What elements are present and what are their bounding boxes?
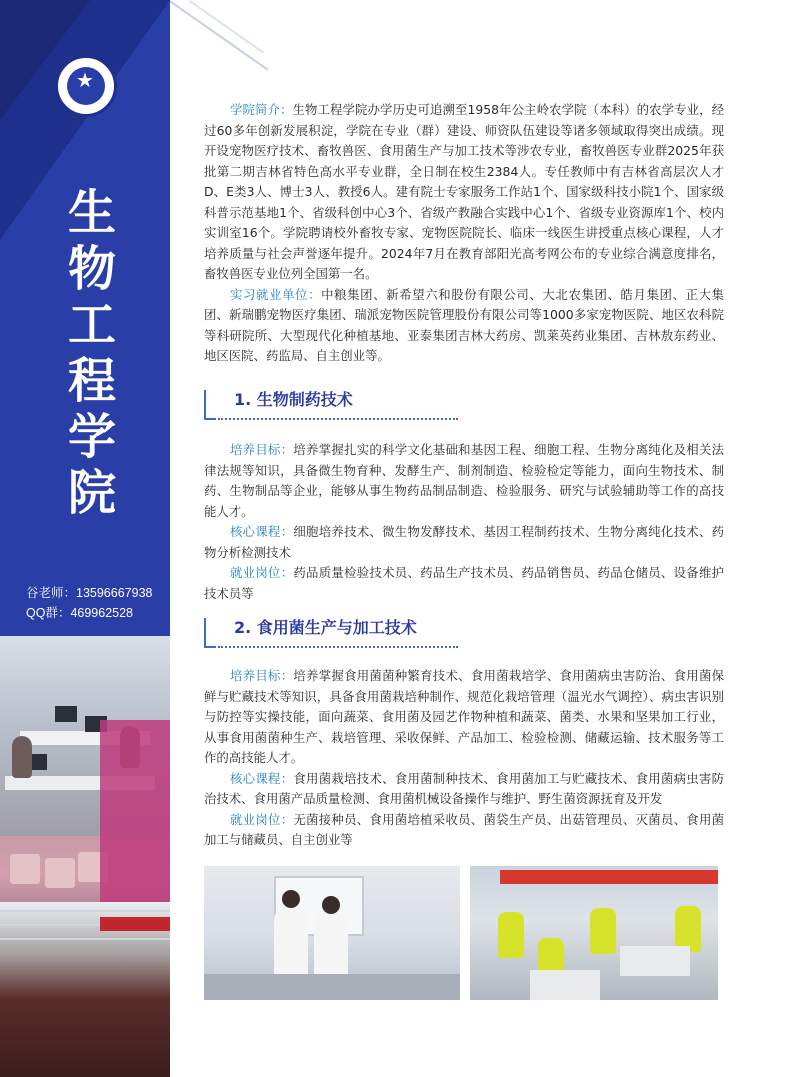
college-name-char: 学 (67, 409, 116, 465)
photo-jar (10, 854, 40, 884)
photo-monitor (55, 706, 77, 722)
photo-jar (45, 858, 75, 888)
greenhouse-frame (0, 910, 170, 912)
section-body (204, 666, 724, 851)
section-title: 1. 生物制药技术 (234, 390, 353, 409)
logo-figure-icon: ★ (76, 68, 94, 92)
photo-red-banner (500, 870, 718, 884)
contact-teacher-phone: 谷老师：13596667938 (26, 586, 153, 600)
photo-head (282, 890, 300, 908)
contact-qq-group: QQ群：469962528 (26, 606, 134, 620)
greenhouse-photo (0, 902, 170, 1077)
skills-training-photo (470, 866, 718, 1000)
employers-text: 中粮集团、新希望六和股份有限公司、大北农集团、皓月集团、正大集团、新瑞鹏宠物医疗集团、瑞派宠物医院管理股份有限公司等1000多家宠物医院、地区农科院等科研院所、大型现代化种植基地、亚泰集团吉林大药房、凯莱英药业集团、吉林敖东药业、地区医院、药监局、自主创业等。 (204, 286, 725, 363)
photo-person (12, 736, 32, 778)
greenhouse-banner (100, 917, 170, 931)
section-heading (204, 388, 724, 424)
section-body (204, 440, 724, 604)
college-name-char: 物 (67, 241, 116, 297)
job-text: 药品质量检验技术员、药品生产技术员、药品销售员、药品仓储员、设备维护技术员等 (204, 565, 725, 601)
intro-text: 生物工程学院办学历史可追溯至1958年公主岭农学院（本科）的农学专业，经过60多年创新发展积淀，学院在专业（群）建设、师资队伍建设等诸多领域取得突出成绩。现开设宠物医疗技术、畜牧兽医、食用菌生产与加工技术等涉农专业，畜牧兽医专业群2025年获批第二期吉林省特色高水平专业群，全日制在校生2384人。专任教师中有吉林省高层次人才D、E类3人、博士3人、教授6人。建有院士专家服务工作站1个、国家级科技小院1个、国家级科普示范基地1个、省级科创中心3个、省级产教融合实践中心1个、省级专业资源库1个、校内实训室16个。学院聘请校外畜牧专家、宠物医院院长、临床一线医生讲授重点核心课程，人才培养质量与社会声誉逐年提升。2024年7月在教育部阳光高考网公布的专业综合满意度排名，畜牧兽医专业位列全国第一名。 (204, 102, 724, 281)
employers-paragraph (204, 285, 724, 367)
photo-vest (498, 912, 524, 958)
section-heading (204, 616, 724, 652)
goal-label: 培养目标： (230, 668, 294, 683)
course-text: 食用菌栽培技术、食用菌制种技术、食用菌加工与贮藏技术、食用菌病虫害防治技术、食用菌产品质量检测、食用菌机械设备操作与维护、野生菌资源抚育及开发 (204, 770, 725, 806)
employers-label: 实习就业单位： (230, 286, 322, 302)
college-name-vertical (62, 185, 122, 521)
decorative-line (189, 0, 264, 53)
course-text: 细胞培养技术、微生物发酵技术、基因工程制药技术、生物分离纯化技术、药物分析检测技术 (204, 524, 725, 560)
photo-head (322, 896, 340, 914)
course-paragraph (204, 769, 724, 810)
heading-dotted-line (218, 418, 458, 420)
photo-vest (590, 908, 616, 954)
decorative-pink-band (100, 720, 170, 902)
goal-label: 培养目标： (230, 442, 294, 457)
greenhouse-frame (0, 938, 170, 940)
college-logo-icon (55, 55, 117, 117)
job-text: 无菌接种员、食用菌培植采收员、菌袋生产员、出菇管理员、灭菌员、食用菌加工与储藏员、自主创业等 (204, 811, 725, 847)
goal-paragraph (204, 440, 724, 522)
intro-label: 学院简介： (230, 102, 293, 117)
lab-experiment-photo (204, 866, 460, 1000)
intro-block (204, 100, 724, 367)
job-label: 就业岗位： (230, 565, 294, 580)
photo-table (530, 970, 600, 1000)
course-label: 核心课程： (230, 524, 294, 539)
college-name-char: 程 (67, 353, 116, 409)
course-paragraph (204, 522, 724, 563)
job-paragraph (204, 563, 724, 604)
photo-table (620, 946, 690, 976)
goal-text: 培养掌握食用菌菌种繁育技术、食用菌栽培学、食用菌病虫害防治、食用菌保鲜与贮藏技术等知识，具备食用菌栽培种制作、规范化栽培管理（温光水气调控）、病虫害识别与防控等实操技能，面向蔬菜、食用菌及园艺作物种植和蔬菜、菌类、水果和坚果加工行业，从事食用菌菌种生产、栽培管理、采收保鲜、产品加工、检验检测、储藏运输、技术服务等工作的高技能人才。 (204, 668, 725, 765)
section-title: 2. 食用菌生产与加工技术 (234, 618, 417, 637)
college-name-char: 工 (67, 297, 116, 353)
heading-bracket (204, 390, 216, 420)
goal-text: 培养掌握扎实的科学文化基础和基因工程、细胞工程、生物分离纯化及相关法律法规等知识，具备微生物育种、发酵生产、制剂制造、检验检定等能力，面向生物技术、制药、生物制品等企业，能够从事生物药品制品制造、检验服务、研究与试验辅助等工作的高技能人才。 (204, 442, 725, 519)
heading-dotted-line (218, 646, 458, 648)
course-label: 核心课程： (230, 770, 294, 786)
heading-bracket (204, 618, 216, 648)
job-label: 就业岗位： (230, 811, 294, 827)
photo-gap (462, 866, 470, 1000)
decorative-line (169, 0, 268, 70)
intro-paragraph (204, 100, 724, 285)
photo-bench (204, 974, 460, 1000)
college-name-char: 院 (67, 465, 116, 521)
college-name-char: 生 (67, 185, 116, 241)
job-paragraph (204, 810, 724, 851)
goal-paragraph (204, 666, 724, 769)
